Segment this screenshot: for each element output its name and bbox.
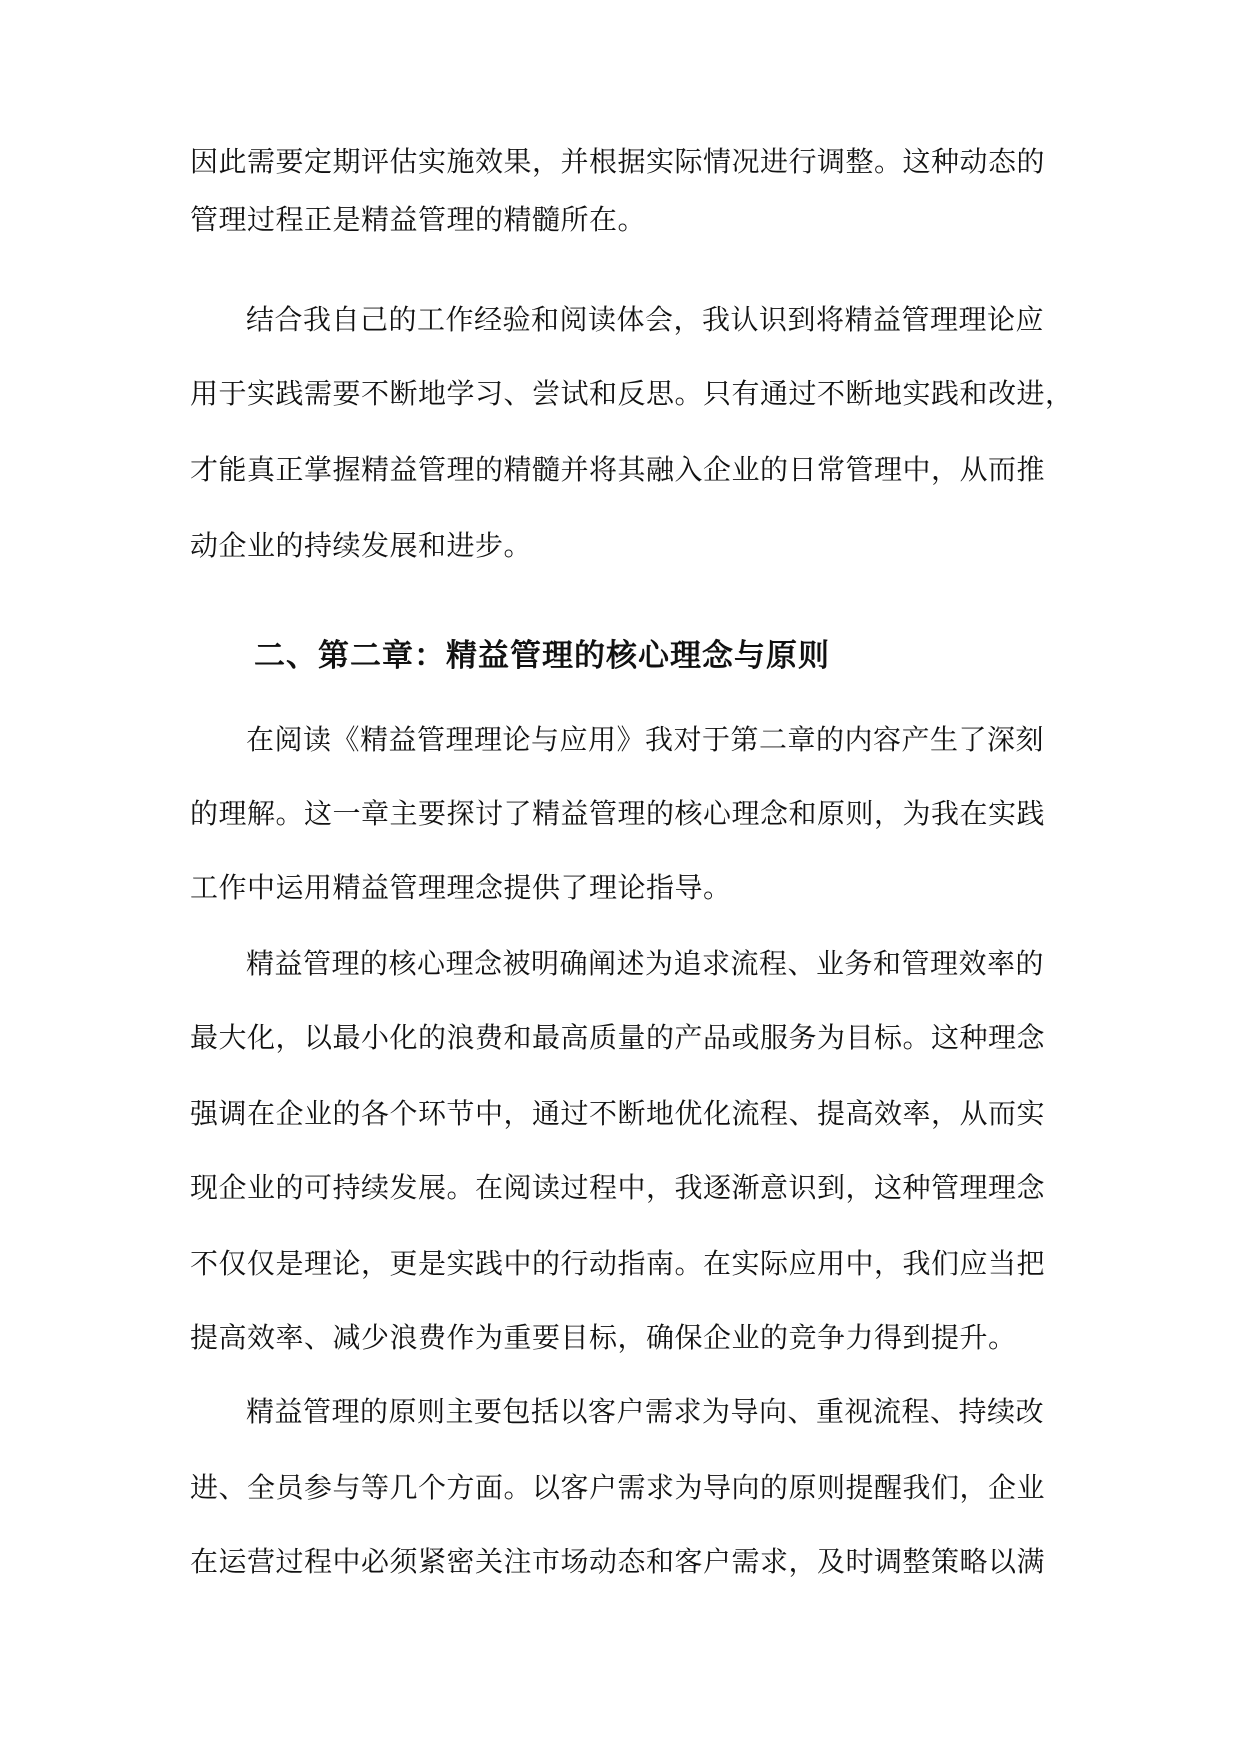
paragraph-2-line-4: 动企业的持续发展和进步。 [190, 529, 533, 562]
paragraph-5-line-2: 进、全员参与等几个方面。以客户需求为导向的原则提醒我们，企业 [190, 1471, 1046, 1504]
paragraph-2-line-3: 才能真正掌握精益管理的精髓并将其融入企业的日常管理中，从而推 [190, 453, 1046, 486]
paragraph-2-line-2: 用于实践需要不断地学习、尝试和反思。只有通过不断地实践和改进， [190, 377, 1074, 410]
chapter-heading: 二、第二章：精益管理的核心理念与原则 [254, 638, 830, 674]
paragraph-2-line-1: 结合我自己的工作经验和阅读体会，我认识到将精益管理理论应 [246, 303, 1045, 336]
paragraph-1-line-1: 因此需要定期评估实施效果，并根据实际情况进行调整。这种动态的 [190, 145, 1046, 178]
paragraph-3-line-2: 的理解。这一章主要探讨了精益管理的核心理念和原则，为我在实践 [190, 797, 1046, 830]
paragraph-3-line-1: 在阅读《精益管理理论与应用》我对于第二章的内容产生了深刻 [246, 723, 1045, 756]
paragraph-3-line-3: 工作中运用精益管理理念提供了理论指导。 [190, 871, 732, 904]
paragraph-5-line-1: 精益管理的原则主要包括以客户需求为导向、重视流程、持续改 [246, 1395, 1045, 1428]
paragraph-4-line-2: 最大化，以最小化的浪费和最高质量的产品或服务为目标。这种理念 [190, 1021, 1046, 1054]
paragraph-1-line-2: 管理过程正是精益管理的精髓所在。 [190, 203, 647, 236]
paragraph-4-line-5: 不仅仅是理论，更是实践中的行动指南。在实际应用中，我们应当把 [190, 1247, 1046, 1280]
paragraph-4-line-6: 提高效率、减少浪费作为重要目标，确保企业的竞争力得到提升。 [190, 1321, 1017, 1354]
paragraph-4-line-4: 现企业的可持续发展。在阅读过程中，我逐渐意识到，这种管理理念 [190, 1171, 1046, 1204]
paragraph-4-line-1: 精益管理的核心理念被明确阐述为追求流程、业务和管理效率的 [246, 947, 1045, 980]
paragraph-5-line-3: 在运营过程中必须紧密关注市场动态和客户需求，及时调整策略以满 [190, 1545, 1046, 1578]
paragraph-4-line-3: 强调在企业的各个环节中，通过不断地优化流程、提高效率，从而实 [190, 1097, 1046, 1130]
